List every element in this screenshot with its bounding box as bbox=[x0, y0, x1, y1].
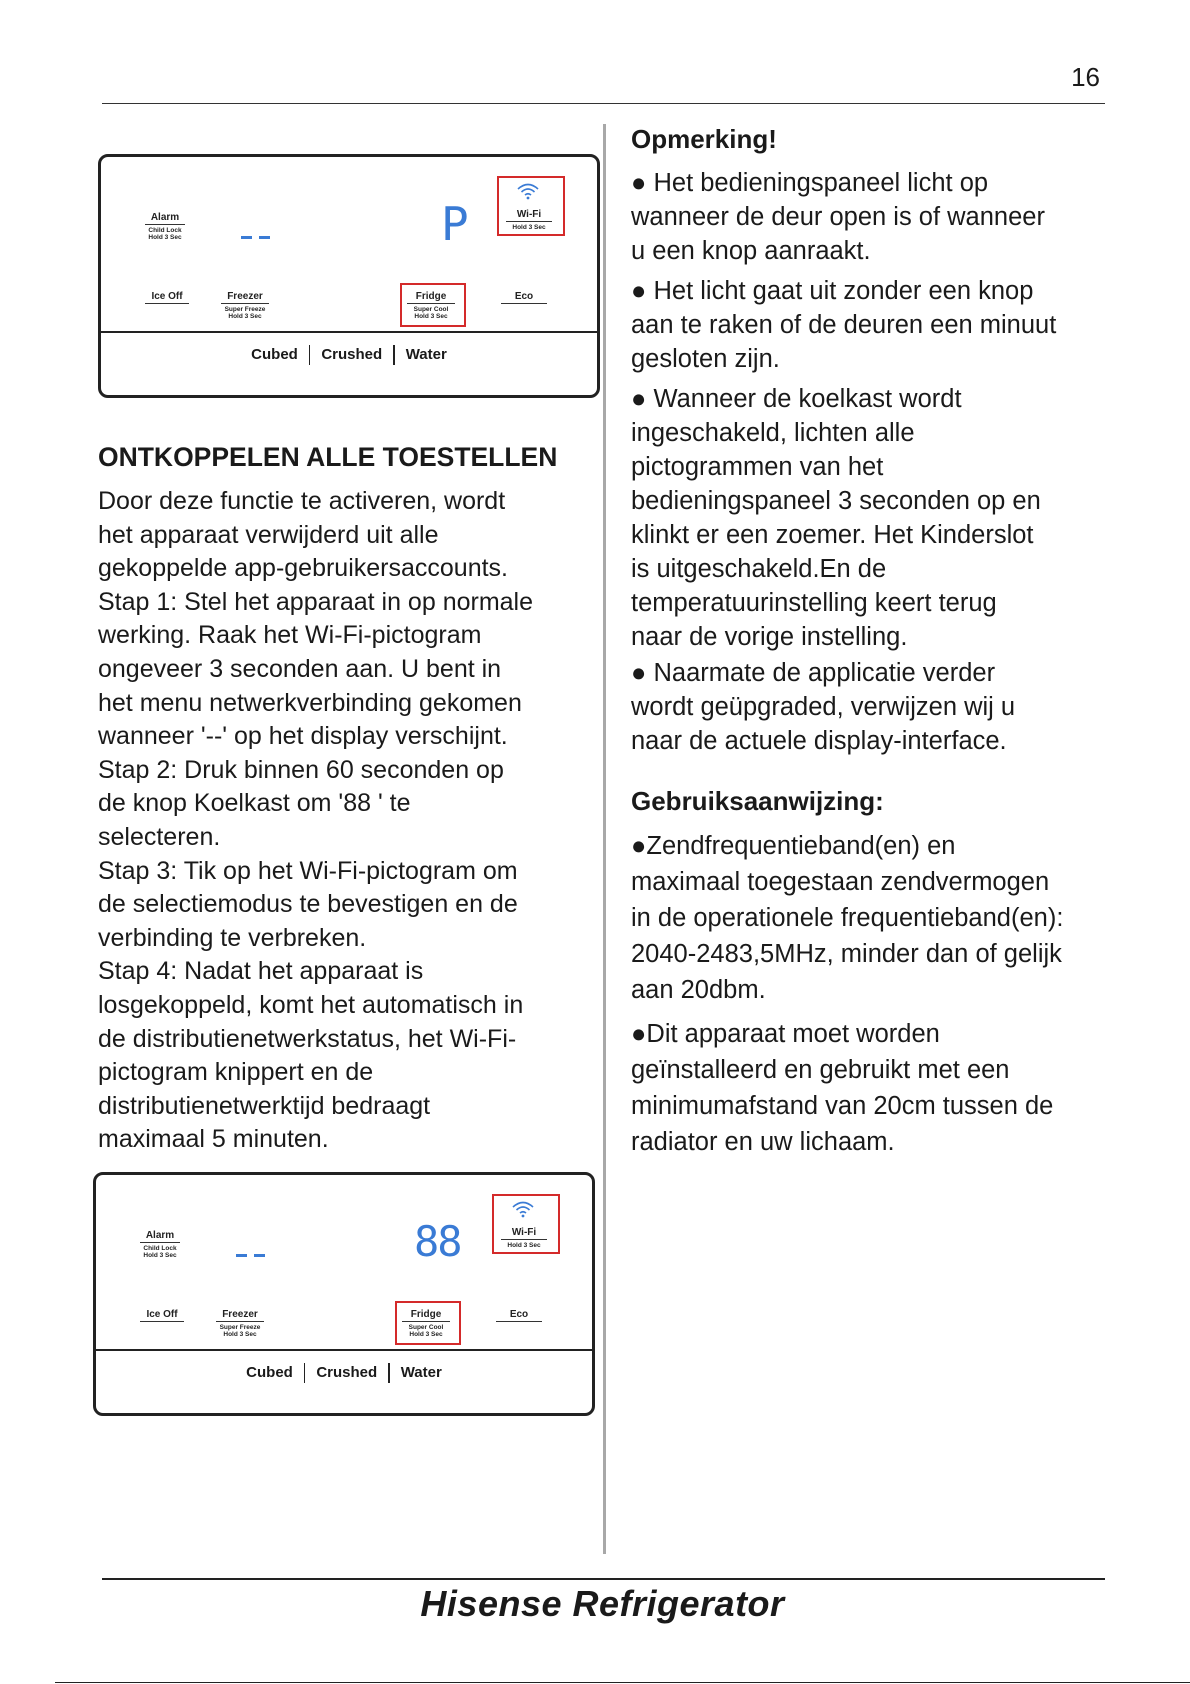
fridge-label: Fridge Super Cool Hold 3 Sec bbox=[402, 1309, 450, 1338]
footer-rule bbox=[102, 1578, 1105, 1580]
alarm-sub-label: Child Lock Hold 3 Sec bbox=[143, 1245, 177, 1259]
display-digits: 88 bbox=[414, 1217, 461, 1266]
note-item: ● Het bedieningspaneel licht op wanneer de deur open is of wanneer u een knop aanraakt. bbox=[631, 169, 1045, 265]
section-title: ONTKOPPELEN ALLE TOESTELLEN bbox=[98, 442, 558, 472]
usage-item: ●Dit apparaat moet worden geïnstalleerd en gebruikt met een minimumafstand van 20cm tussen de radiator en uw lichaam. bbox=[631, 1020, 1054, 1156]
alarm-label: Alarm Child Lock Hold 3 Sec bbox=[140, 1230, 180, 1259]
bottom-rule bbox=[55, 1682, 1190, 1683]
panel-divider bbox=[101, 331, 597, 333]
brand-footer: Hisense Refrigerator bbox=[420, 1583, 785, 1624]
section-body: Door deze functie te activeren, wordt het apparaat verwijderd uit alle gekoppelde app-gebruikersaccounts. Stap 1: Stel het apparaat in op normale werking. Raak het Wi-Fi-pictogram ongeveer 3 seconden aan. U bent in het menu netwerkverbinding gekomen wanneer '--' op het display verschijnt. Stap 2: Druk binnen 60 seconden op de knop Koelkast om '88 ' te selecteren. Stap 3: Tik op het Wi-Fi-pictogram om de selectiemodus te bevestigen en de verbinding te verbreken. Stap 4: Nadat het apparaat is losgekoppeld, komt het automatisch in de distributienetwerkstatus, het Wi-Fi- pictogram knippert en de distributienetwerktijd bedraagt maximaal 5 minuten. bbox=[98, 487, 534, 1154]
usage-list bbox=[631, 828, 1131, 1160]
ice-off-label: Ice Off bbox=[145, 291, 189, 304]
control-panel-diagram-2 bbox=[93, 1172, 595, 1416]
usage-title: Gebruiksaanwijzing: bbox=[631, 786, 884, 816]
dispenser-row bbox=[101, 345, 597, 365]
page-number: 16 bbox=[1071, 62, 1100, 92]
wifi-label: Wi-Fi Hold 3 Sec bbox=[506, 209, 552, 231]
note-title: Opmerking! bbox=[631, 124, 777, 154]
column-divider bbox=[603, 124, 606, 1554]
dispenser-row bbox=[96, 1363, 592, 1383]
cubed-label: Cubed bbox=[246, 1363, 293, 1381]
eco-label: Eco bbox=[496, 1309, 542, 1322]
alarm-label: Alarm Child Lock Hold 3 Sec bbox=[145, 212, 185, 241]
fridge-sub-label: Super Cool Hold 3 Sec bbox=[413, 306, 449, 320]
eco-label: Eco bbox=[501, 291, 547, 304]
water-label: Water bbox=[400, 1363, 442, 1381]
wifi-label: Wi-Fi Hold 3 Sec bbox=[501, 1227, 547, 1249]
wifi-sub-label: Hold 3 Sec bbox=[512, 224, 546, 231]
note-item: ● Wanneer de koelkast wordt ingeschakeld, lichten alle pictogrammen van het bedieningspaneel 3 seconden op en klinkt er een zoemer. Het Kinderslot is uitgeschakeld.En de temperatuurinstelling keert terug naar de vorige instelling. bbox=[631, 385, 1041, 651]
display-dash bbox=[241, 236, 252, 239]
crushed-label: Crushed bbox=[316, 1363, 378, 1381]
water-label: Water bbox=[405, 345, 447, 363]
header-rule bbox=[102, 103, 1105, 104]
wifi-icon bbox=[516, 182, 540, 205]
wifi-icon bbox=[511, 1200, 535, 1223]
display-digit: P bbox=[441, 197, 469, 251]
note-list bbox=[631, 166, 1131, 758]
freezer-sub-label: Super Freeze Hold 3 Sec bbox=[219, 1324, 261, 1338]
freezer-label: Freezer Super Freeze Hold 3 Sec bbox=[216, 1309, 264, 1338]
cubed-label: Cubed bbox=[251, 345, 298, 363]
freezer-label: Freezer Super Freeze Hold 3 Sec bbox=[221, 291, 269, 320]
usage-item: ●Zendfrequentieband(en) en maximaal toegestaan zendvermogen in de operationele frequentieband(en): 2040-2483,5MHz, minder dan of gelijk aan 20dbm. bbox=[631, 832, 1064, 1004]
freezer-sub-label: Super Freeze Hold 3 Sec bbox=[224, 306, 266, 320]
display-dash bbox=[259, 236, 270, 239]
fridge-sub-label: Super Cool Hold 3 Sec bbox=[408, 1324, 444, 1338]
fridge-label: Fridge Super Cool Hold 3 Sec bbox=[407, 291, 455, 320]
display-dash bbox=[254, 1254, 265, 1257]
note-item: ● Het licht gaat uit zonder een knop aan te raken of de deuren een minuut gesloten zijn. bbox=[631, 277, 1057, 373]
ice-off-label: Ice Off bbox=[140, 1309, 184, 1322]
panel-divider bbox=[96, 1349, 592, 1351]
display-dash bbox=[236, 1254, 247, 1257]
wifi-sub-label: Hold 3 Sec bbox=[507, 1242, 541, 1249]
alarm-sub-label: Child Lock Hold 3 Sec bbox=[148, 227, 182, 241]
control-panel-diagram-1 bbox=[98, 154, 600, 398]
note-item: ● Naarmate de applicatie verder wordt geüpgraded, verwijzen wij u naar de actuele display-interface. bbox=[631, 659, 1016, 755]
crushed-label: Crushed bbox=[321, 345, 383, 363]
